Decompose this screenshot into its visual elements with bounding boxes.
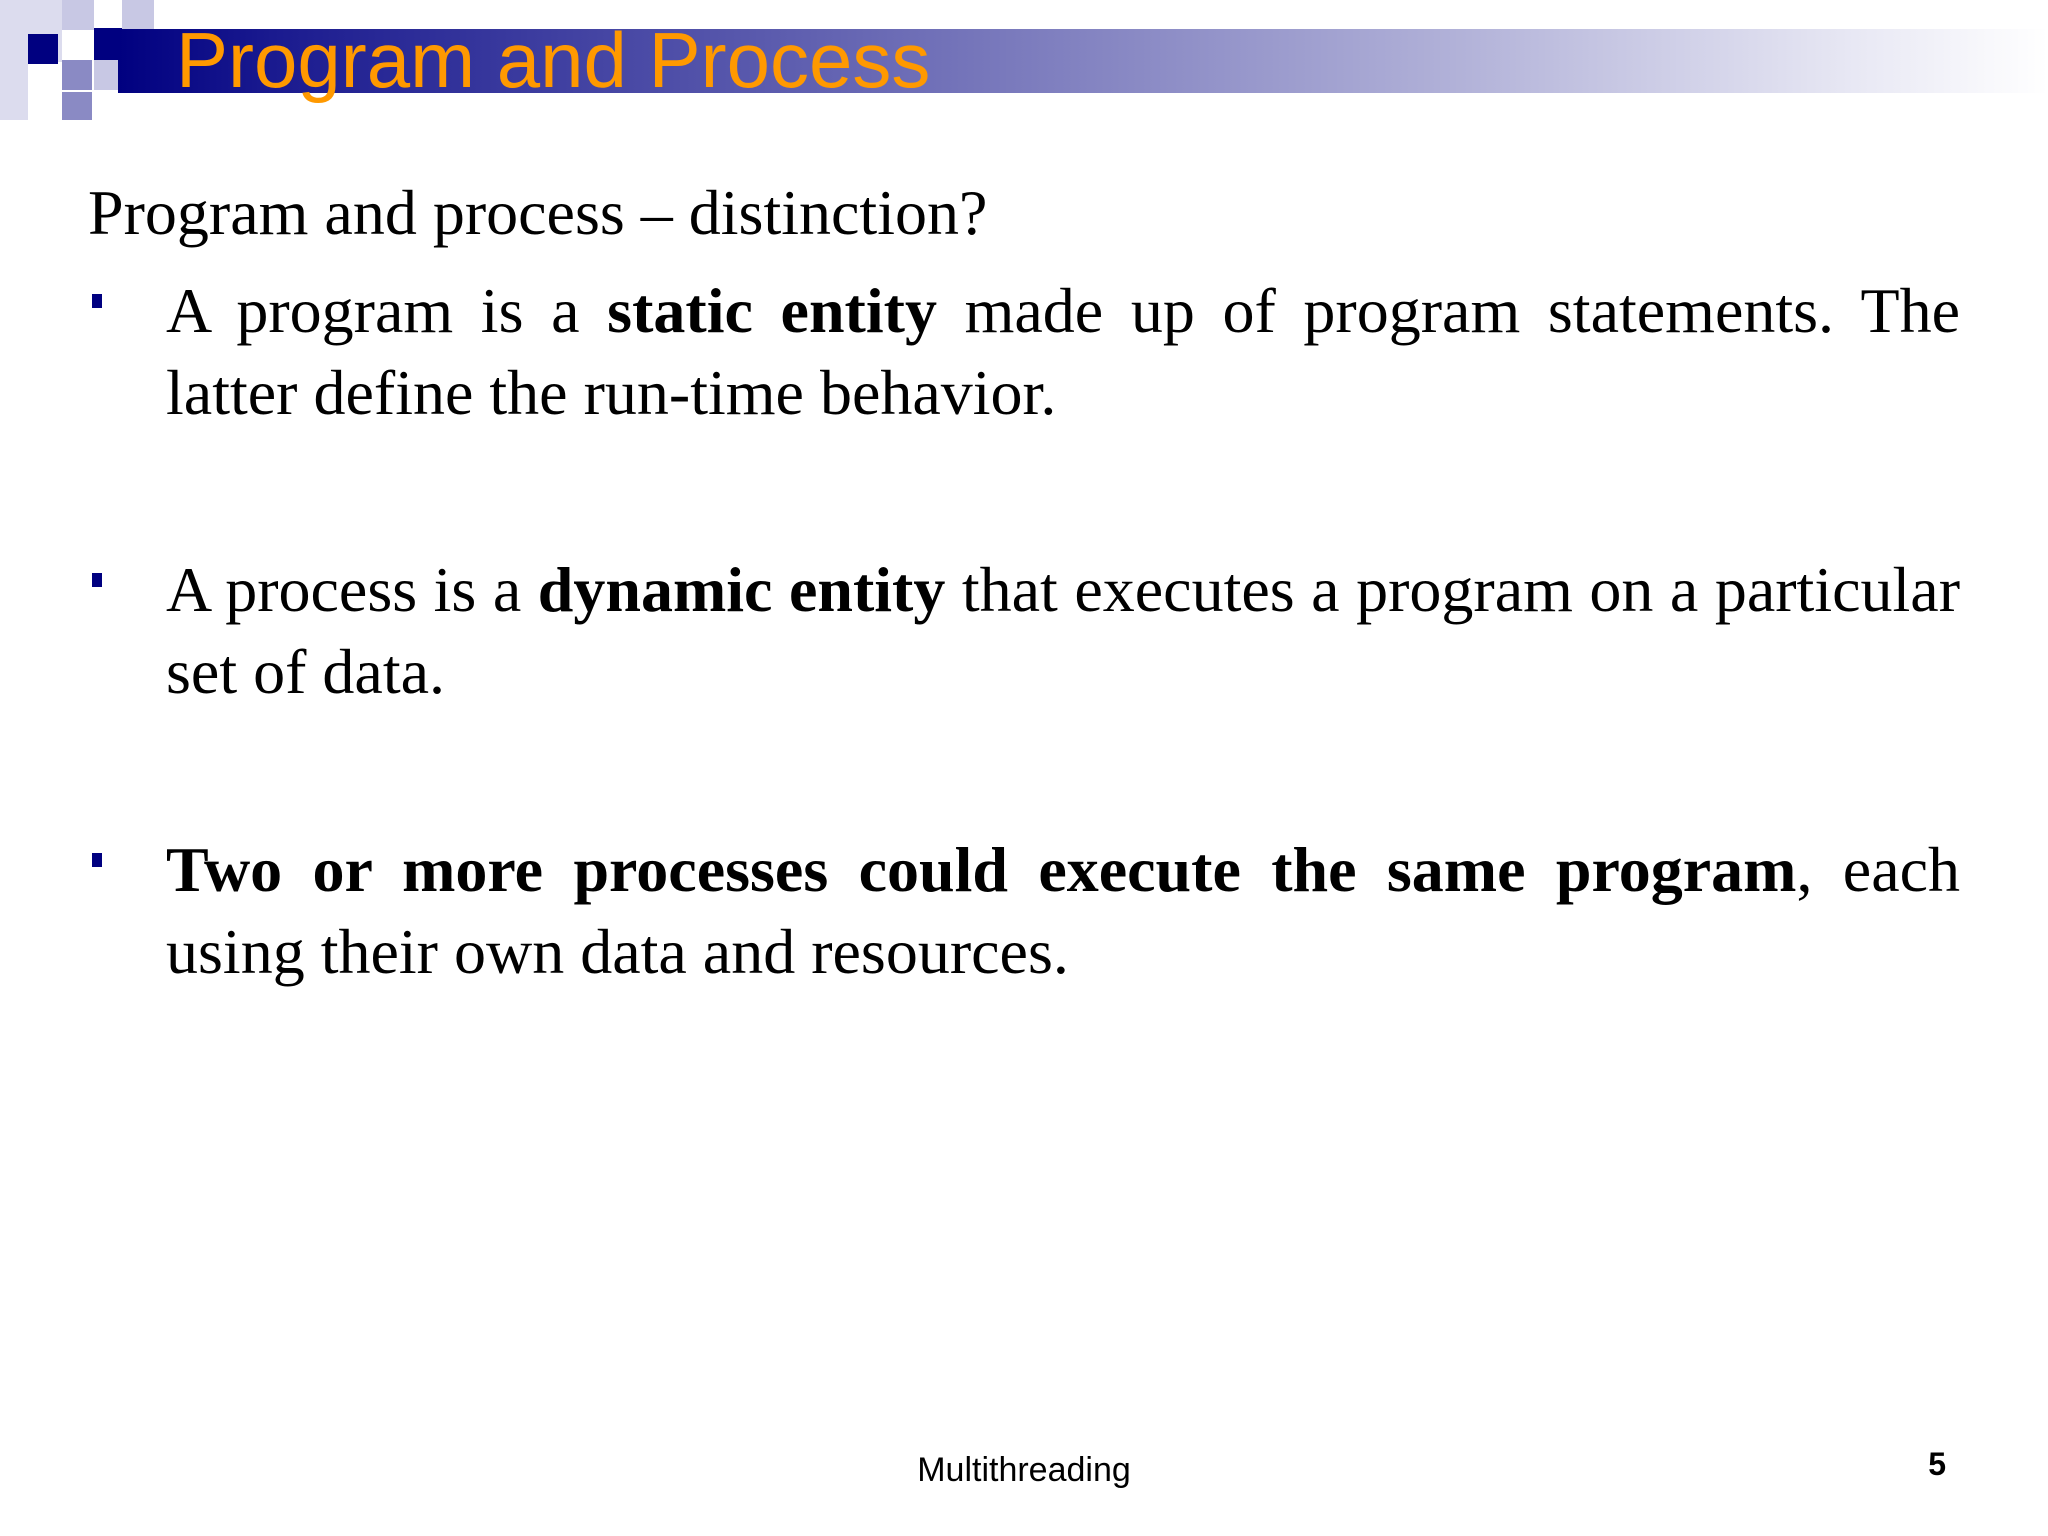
bullet-text xyxy=(166,270,1960,434)
bullet-square-icon xyxy=(92,294,102,308)
decor-square xyxy=(122,0,154,30)
slide-title: Program and Process xyxy=(176,16,931,104)
decor-square xyxy=(28,34,58,64)
bullet-text-normal: that executes a program on a particular set of data. xyxy=(166,554,1961,707)
decor-square xyxy=(62,0,94,30)
bullet-text-normal: A program is a xyxy=(166,275,608,346)
bullet-text-bold: static entity xyxy=(607,275,937,346)
decor-square xyxy=(62,60,92,90)
bullet-text-bold: Two or more processes could execute the same program xyxy=(166,834,1797,905)
bullet-square-icon xyxy=(92,853,102,867)
page-number: 5 xyxy=(1928,1446,1946,1482)
bullet-text-bold: dynamic entity xyxy=(537,554,946,625)
bullet-text xyxy=(166,549,1960,713)
decor-square xyxy=(0,62,28,120)
bullet-text-normal: A process is a xyxy=(166,554,538,625)
intro-line: Program and process – distinction? xyxy=(88,177,988,248)
decor-square xyxy=(62,92,92,120)
bullet-text-normal: , each using their own data and resources. xyxy=(166,834,1961,987)
footer-title: Multithreading xyxy=(917,1451,1131,1489)
bullet-text-normal: made up of program statements. The latter define the run-time behavior. xyxy=(166,275,1961,428)
bullet-square-icon xyxy=(92,573,102,587)
bullet-text xyxy=(166,829,1960,993)
